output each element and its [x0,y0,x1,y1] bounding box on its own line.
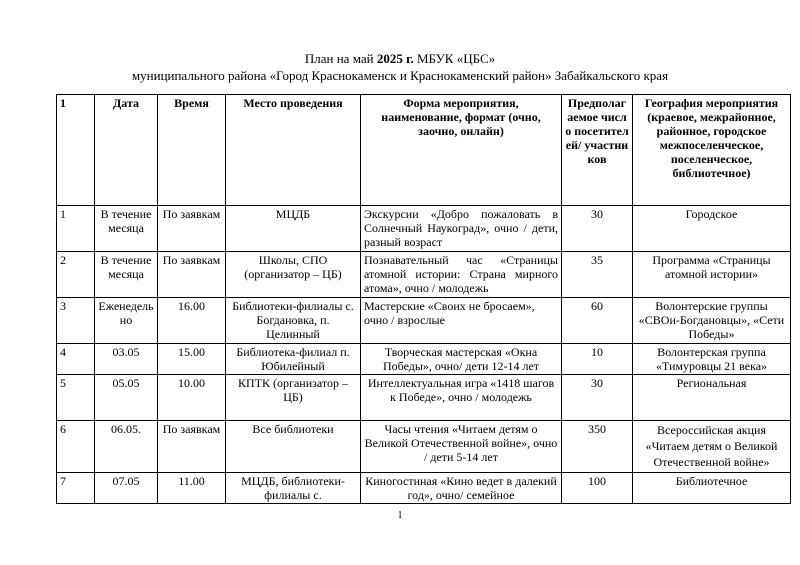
cell-geo: Программа «Страницы атомной истории» [633,252,791,298]
table-row [57,206,791,252]
cell-place: МЦДБ [226,206,361,252]
cell-time: 16.00 [158,298,226,344]
cell-count: 30 [562,206,633,252]
table-header-row [57,95,791,206]
header-date: Дата [95,95,158,206]
header-place: Место проведения [226,95,361,206]
cell-num: 3 [57,298,95,344]
cell-geo: Волонтерская группа «Тимуровцы 21 века» [633,344,791,375]
cell-form: Часы чтения «Читаем детям о Великой Отечественной войне», очно / дети 5-14 лет [361,421,562,473]
cell-count: 10 [562,344,633,375]
cell-count: 100 [562,473,633,504]
cell-count: 35 [562,252,633,298]
table-row [57,375,791,421]
page-number: 1 [397,510,403,521]
table-row [57,298,791,344]
cell-form: Познавательный час «Страницы атомной истории: Страна мирного атома», очно / молодежь [361,252,562,298]
cell-time: По заявкам [158,206,226,252]
cell-date: 03.05 [95,344,158,375]
cell-form: Киногостиная «Кино ведет в далекий год», очно/ семейное [361,473,562,504]
cell-time: 10.00 [158,375,226,421]
cell-date: 06.05. [95,421,158,473]
cell-count: 30 [562,375,633,421]
cell-date: 05.05 [95,375,158,421]
cell-date: В течение месяца [95,206,158,252]
header-geo: География мероприятия (краевое, межрайонное, районное, городское межпоселенческое, поселенческое, библиотечное) [633,95,791,206]
title-line-2: муниципального района «Город Краснокаменск и Краснокаменский район» Забайкальского края [131,68,669,83]
cell-geo: Библиотечное [633,473,791,504]
cell-num: 2 [57,252,95,298]
cell-place: Школы, СПО (организатор – ЦБ) [226,252,361,298]
cell-time: 15.00 [158,344,226,375]
table-row [57,421,791,473]
events-table [56,94,791,504]
cell-time: По заявкам [158,421,226,473]
table-row [57,473,791,504]
cell-date: В течение месяца [95,252,158,298]
table-row [57,344,791,375]
cell-date: 07.05 [95,473,158,504]
cell-place: Все библиотеки [226,421,361,473]
title-line-1 [0,50,800,67]
cell-place: Библиотеки-филиалы с. Богдановка, п. Целинный [226,298,361,344]
cell-time: 11.00 [158,473,226,504]
header-form: Форма мероприятия, наименование, формат (очно, заочно, онлайн) [361,95,562,206]
cell-num: 5 [57,375,95,421]
cell-geo: Региональная [633,375,791,421]
title-prefix: План на май [304,51,377,66]
cell-count: 60 [562,298,633,344]
table-row [57,252,791,298]
cell-geo: Волонтерские группы «СВОи-Богдановцы», «Сети Победы» [633,298,791,344]
cell-num: 7 [57,473,95,504]
header-count: Предполагаемое число посетителей/ участников [562,95,633,206]
cell-place: Библиотека-филиал п. Юбилейный [226,344,361,375]
document-title [0,50,800,84]
title-suffix: МБУК «ЦБС» [413,51,496,66]
cell-geo: Всероссийская акция «Читаем детям о Великой Отечественной войне» [633,421,791,473]
cell-form: Творческая мастерская «Окна Победы», очно/ дети 12-14 лет [361,344,562,375]
cell-num: 6 [57,421,95,473]
cell-count: 350 [562,421,633,473]
cell-form: Интеллектуальная игра «1418 шагов к Победе», очно / молодежь [361,375,562,421]
cell-time: По заявкам [158,252,226,298]
cell-date: Еженедельно [95,298,158,344]
header-num: 1 [57,95,95,206]
cell-geo: Городское [633,206,791,252]
cell-num: 4 [57,344,95,375]
cell-form: Экскурсии «Добро пожаловать в Солнечный Наукоград», очно / дети, разный возраст [361,206,562,252]
cell-place: МЦДБ, библиотеки-филиалы с. [226,473,361,504]
cell-place: КПТК (организатор – ЦБ) [226,375,361,421]
cell-form: Мастерские «Своих не бросаем», очно / взрослые [361,298,562,344]
header-time: Время [158,95,226,206]
title-year: 2025 г. [376,51,414,66]
cell-num: 1 [57,206,95,252]
